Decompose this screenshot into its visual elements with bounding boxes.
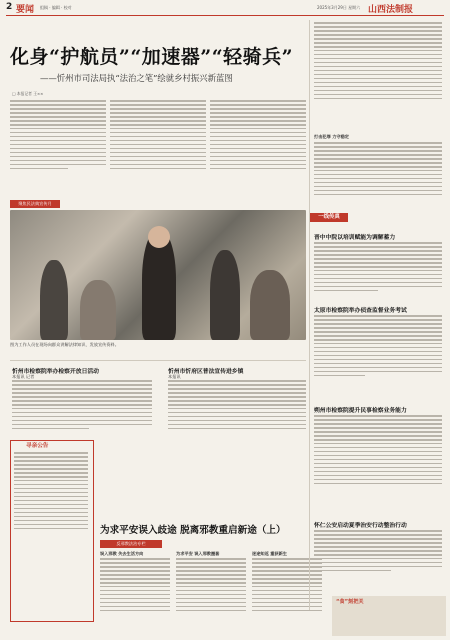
ad-title: “食”刻把关: [336, 599, 364, 605]
page-header: [0, 0, 450, 15]
mid-article-1-byline: 本报讯 记者: [12, 374, 35, 379]
newspaper-brand: 山西法制报: [368, 5, 414, 15]
right-article-3-body: [314, 415, 442, 484]
page-section-name: 要闻: [16, 5, 35, 15]
right-article-2-body: [314, 315, 442, 376]
lead-column-3: [210, 100, 306, 169]
lead-headline: 化身“护航员”“加速器”“轻骑兵”: [10, 46, 294, 68]
page-number: 2: [6, 2, 13, 12]
header-rule: [6, 15, 444, 16]
mid-article-2-byline: 本报讯: [168, 374, 181, 379]
bottom-column-1: [100, 558, 170, 611]
right-article-4-title: 怀仁公安启动夏季治安行动整治行动: [314, 523, 407, 529]
photo-figure-mid-left: [80, 280, 116, 340]
bottom-subtitle-1: 误入邪教 失去生活方向: [100, 551, 144, 556]
mid-article-2-body: [168, 380, 306, 429]
bottom-column-3: [252, 558, 322, 611]
mid-article-2-title: 忻州市忻府区普法宣传进乡镇: [168, 369, 244, 375]
photo-figure-head: [148, 226, 170, 248]
bottom-column-2: [176, 558, 246, 611]
right-article-4-body: [314, 530, 442, 571]
right-column-divider: [309, 20, 310, 610]
section-tag: 一线传真: [310, 213, 348, 222]
photo-figure-far-right: [250, 270, 290, 340]
right-top-subtitle: 打击犯罪 力守稳定: [314, 134, 349, 139]
column-brand: 反邪教法治专栏: [100, 540, 162, 548]
photo-caption: 图为工作人员在现场向群众讲解法律知识、发放宣传资料。: [10, 342, 119, 347]
lead-subhead: ——忻州市司法局执“法治之笔”绘就乡村振兴新蓝图: [40, 73, 233, 83]
photo-figure-left: [40, 260, 68, 340]
right-top-body-2: [314, 142, 442, 195]
publication-date: 2025年3月29日 星期六: [317, 5, 361, 10]
notice-box-title: 寻亲公告: [26, 443, 49, 449]
lead-byline: □ 本报记者 王××: [12, 91, 44, 96]
mid-article-1-title: 忻州市检察院举办检察开放日活动: [12, 369, 99, 375]
bottom-subtitle-3: 迷途知返 重获新生: [252, 551, 287, 556]
lead-column-1: [10, 100, 106, 169]
bottom-headline: 为求平安误入歧途 脱离邪教重启新途（上）: [100, 525, 286, 536]
photo-figure-right: [210, 250, 240, 340]
bottom-subtitle-2: 为求平安 误入邪教圈套: [176, 551, 220, 556]
right-top-body: [314, 22, 442, 99]
right-article-2-title: 太原市检察院举办侦查监督业务考试: [314, 308, 407, 314]
lead-photo: [10, 210, 306, 340]
right-article-3-title: 朔州市检察院提升民事检察业务能力: [314, 408, 407, 414]
notice-box-body: [14, 452, 88, 529]
mid-divider: [10, 360, 306, 361]
lead-column-2: [110, 100, 206, 169]
page-editor-info: 组稿 · 编辑 · 校对: [40, 5, 72, 10]
mid-article-1-body: [12, 380, 152, 429]
right-article-1-body: [314, 242, 442, 291]
right-article-1-title: 晋中中院以培训赋能为调解蓄力: [314, 235, 396, 241]
photo-section-label: 聚焦民法典宣传月: [10, 200, 60, 208]
